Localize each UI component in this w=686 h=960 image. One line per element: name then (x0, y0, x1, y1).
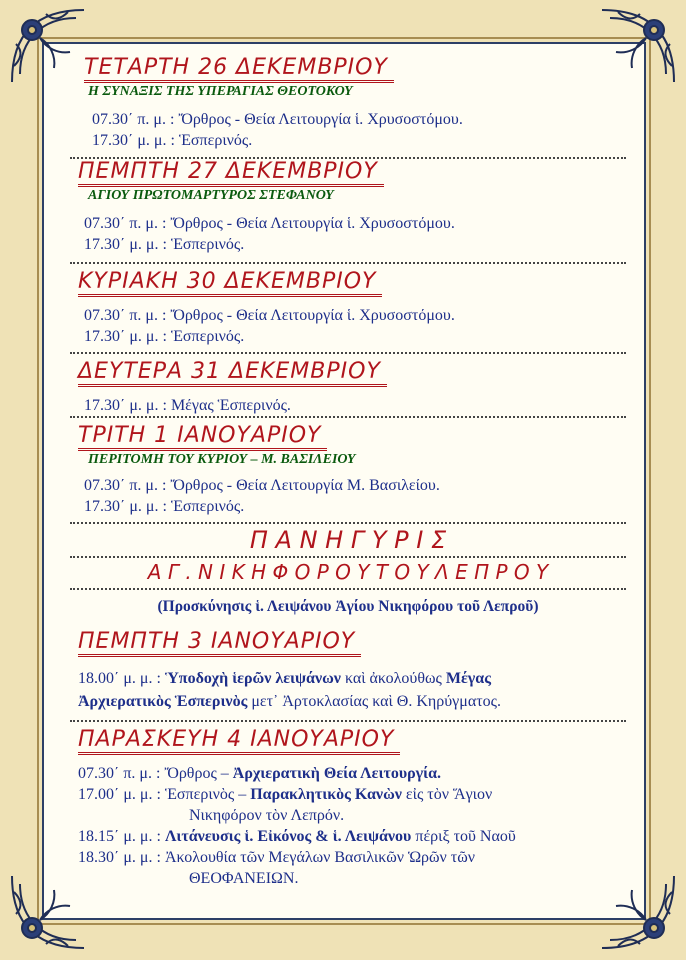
service-row (78, 109, 626, 130)
service-row (78, 847, 626, 868)
service-time: 07.30΄ π. μ. : (84, 215, 167, 232)
service-time: 17.30΄ μ. μ. : (84, 236, 167, 253)
service-text: Ἑσπερινὸς – (164, 786, 251, 803)
service-text: μετ᾽ Ἀρτοκλασίας καὶ Θ. Κηρύγματος. (247, 693, 501, 710)
service-time: 18.30΄ μ. μ. : (78, 849, 161, 866)
day-section (78, 270, 626, 347)
feast-title: ΠΕΡΙΤΟΜΗ ΤΟΥ ΚΥΡΙΟΥ – Μ. ΒΑΣΙΛΕΙΟΥ (88, 452, 356, 467)
service-text: Νικηφόρον τὸν Λεπρόν. (189, 807, 345, 824)
panigyris-title: Π Α Ν Η Γ Υ Ρ Ι Σ (249, 526, 447, 554)
day-heading: ΤΕΤΑΡΤΗ 26 ΔΕΚΕΜΒΡΙΟΥ (84, 56, 394, 83)
service-text: Ἑσπερινός. (178, 132, 253, 149)
service-text: Ὄρθρος - Θεία Λειτουργία ἱ. Χρυσοστόμου. (170, 307, 455, 324)
day-heading: ΔΕΥΤΕΡΑ 31 ΔΕΚΕΜΒΡΙΟΥ (78, 360, 387, 387)
service-text: Ἑσπερινός. (170, 328, 245, 345)
day-section (78, 630, 626, 713)
service-text: πέριξ τοῦ Ναοῦ (411, 828, 516, 845)
service-row-continued (78, 690, 626, 713)
service-time: 18.00΄ μ. μ. : (78, 670, 161, 687)
service-time: 17.30΄ μ. μ. : (92, 132, 175, 149)
service-text: ΘΕΟΦΑΝΕΙΩΝ. (189, 870, 299, 887)
service-text-bold: Μέγας (445, 670, 491, 687)
service-text-bold: Λιτάνευσις ἱ. Εἰκόνος & ἱ. Λειψάνου (164, 828, 412, 845)
service-row (78, 395, 626, 416)
panigyris-subtitle: Α Γ . Ν Ι Κ Η Φ Ο Ρ Ο Υ Τ Ο Υ Λ Ε Π Ρ Ο Υ (147, 560, 549, 584)
relic-note: (Προσκύνησις ἱ. Λειψάνου Ἁγίου Νικηφόρου τοῦ Λεπροῦ) (157, 598, 539, 615)
service-time: 07.30΄ π. μ. : (84, 307, 167, 324)
service-time: 17.30΄ μ. μ. : (84, 328, 167, 345)
service-row (78, 234, 626, 255)
service-text: Ὄρθρος - Θεία Λειτουργία Μ. Βασιλείου. (170, 477, 440, 494)
divider (70, 720, 626, 725)
day-section (78, 424, 626, 517)
service-text: Ὄρθρος - Θεία Λειτουργία ἱ. Χρυσοστόμου. (170, 215, 455, 232)
service-text: καὶ ἀκολούθως (340, 670, 446, 687)
feast-title: Η ΣΥΝΑΞΙΣ ΤΗΣ ΥΠΕΡΑΓΙΑΣ ΘΕΟΤΟΚΟΥ (88, 84, 353, 99)
service-row (78, 475, 626, 496)
service-text: εἰς τὸν Ἅγιον (401, 786, 493, 803)
service-row (78, 784, 626, 805)
service-text: Ἀκολουθία τῶν Μεγάλων Βασιλικῶν Ὡρῶν τῶν (164, 849, 475, 866)
divider (70, 588, 626, 593)
service-row (78, 130, 626, 151)
day-heading: ΠΑΡΑΣΚΕΥΗ 4 ΙΑΝΟΥΑΡΙΟΥ (78, 728, 400, 755)
service-time: 17.30΄ μ. μ. : (84, 397, 167, 414)
service-time: 07.30΄ π. μ. : (78, 765, 161, 782)
service-row (78, 763, 626, 784)
service-row (78, 496, 626, 517)
divider (70, 352, 626, 357)
service-text-bold: Ὑποδοχὴ ἱερῶν λειψάνων (164, 670, 341, 687)
service-time: 07.30΄ π. μ. : (84, 477, 167, 494)
service-row-continued (78, 868, 626, 889)
day-heading: ΚΥΡΙΑΚΗ 30 ΔΕΚΕΜΒΡΙΟΥ (78, 270, 382, 297)
day-heading: ΠΕΜΠΤΗ 27 ΔΕΚΕΜΒΡΙΟΥ (78, 160, 384, 187)
service-row (78, 826, 626, 847)
service-text-bold: Ἀρχιερατικὴ Θεία Λειτουργία. (232, 765, 442, 782)
service-row-continued (78, 805, 626, 826)
service-text: Ὄρθρος - Θεία Λειτουργία ἱ. Χρυσοστόμου. (178, 111, 463, 128)
service-time: 17.30΄ μ. μ. : (84, 498, 167, 515)
service-row (78, 305, 626, 326)
divider (70, 416, 626, 421)
service-row (78, 326, 626, 347)
day-heading: ΤΡΙΤΗ 1 ΙΑΝΟΥΑΡΙΟΥ (78, 424, 327, 451)
day-section (78, 56, 626, 151)
service-time: 18.15΄ μ. μ. : (78, 828, 161, 845)
service-time: 17.00΄ μ. μ. : (78, 786, 161, 803)
service-row (78, 667, 626, 690)
divider (70, 262, 626, 267)
service-time: 07.30΄ π. μ. : (92, 111, 175, 128)
day-section (78, 728, 626, 889)
day-heading: ΠΕΜΠΤΗ 3 ΙΑΝΟΥΑΡΙΟΥ (78, 630, 361, 657)
feast-title: ΑΓΙΟΥ ΠΡΩΤΟΜΑΡΤΥΡΟΣ ΣΤΕΦΑΝΟΥ (88, 188, 334, 203)
service-text: Ἑσπερινός. (170, 498, 245, 515)
day-section (78, 160, 626, 255)
service-text: Μέγας Ἑσπερινός. (170, 397, 291, 414)
service-row (78, 213, 626, 234)
service-text: Ἑσπερινός. (170, 236, 245, 253)
service-text-bold: Ἀρχιερατικὸς Ἑσπερινὸς (78, 693, 248, 710)
day-section (78, 360, 626, 416)
service-text: Ὄρθρος – (164, 765, 233, 782)
service-text-bold: Παρακλητικὸς Κανὼν (250, 786, 402, 803)
